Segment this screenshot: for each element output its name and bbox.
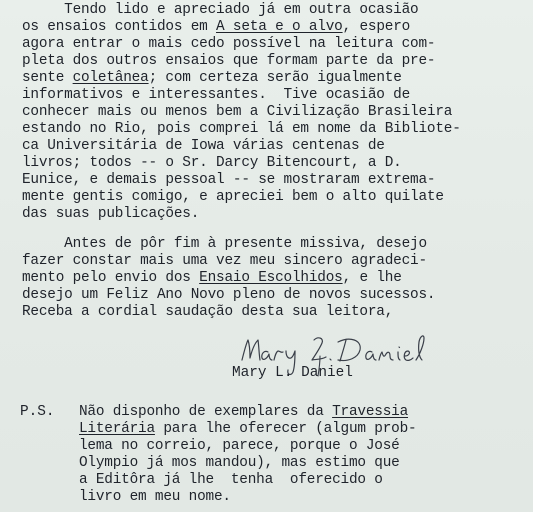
- ps-line: lema no correio, parece, porque o José: [79, 438, 400, 454]
- letter-line: estando no Rio, pois comprei lá em nome da Bibliote-: [22, 121, 461, 137]
- letter-line: das suas publicações.: [22, 206, 200, 222]
- letter-line: mente gentis comigo, e apreciei bem o alto quilate: [22, 189, 444, 205]
- letter-line: Eunice, e demais pessoal -- se mostraram extrema-: [22, 172, 436, 188]
- letter-line: Receba a cordial saudação desta sua leitora,: [22, 304, 394, 320]
- letter-line: conhecer mais ou menos bem a Civilização Brasileira: [22, 104, 453, 120]
- letter-line: mento pelo envio dos Ensaio Escolhidos, e lhe: [22, 270, 402, 286]
- ps-line: Olympio já mos mandou), mas estimo que: [79, 455, 400, 471]
- book-title: Literária: [79, 421, 155, 437]
- letter-line: ca Universitária de Iowa várias centenas de: [22, 138, 385, 154]
- book-title: Travessia: [332, 404, 409, 420]
- ps-line: a Editôra já lhe tenha oferecido o: [79, 472, 383, 488]
- letter-line: informativos e interessantes. Tive ocasião de: [22, 87, 411, 103]
- book-title: Ensaio Escolhidos: [199, 270, 343, 286]
- letter-line: desejo um Feliz Ano Novo pleno de novos sucessos.: [22, 287, 436, 303]
- letter-line: Tendo lido e apreciado já em outra ocasião: [22, 2, 419, 18]
- letter-line: agora entrar o mais cedo possível na leitura com-: [22, 36, 436, 52]
- ps-line: livro em meu nome.: [79, 489, 231, 505]
- ps-label: P.S.: [20, 404, 55, 420]
- letter-line: livros; todos -- o Sr. Darcy Bitencourt, a D.: [22, 155, 402, 171]
- letter-line: pleta dos outros ensaios que formam parte da pre-: [22, 53, 436, 69]
- typed-signature: Mary L. Daniel: [232, 365, 353, 381]
- book-title: coletânea: [72, 70, 149, 86]
- letter-line: os ensaios contidos em A seta e o alvo, espero: [22, 19, 411, 35]
- ps-line: Literária para lhe oferecer (algum prob-: [79, 421, 417, 437]
- letter-line: sente coletânea; com certeza serão igualmente: [22, 70, 402, 86]
- ps-line: Não disponho de exemplares da Travessia: [79, 404, 409, 420]
- book-title: A seta e o alvo: [216, 19, 343, 35]
- letter-line: fazer constar mais uma vez meu sincero agradeci-: [22, 253, 427, 269]
- letter-line: Antes de pôr fim à presente missiva, desejo: [22, 236, 427, 252]
